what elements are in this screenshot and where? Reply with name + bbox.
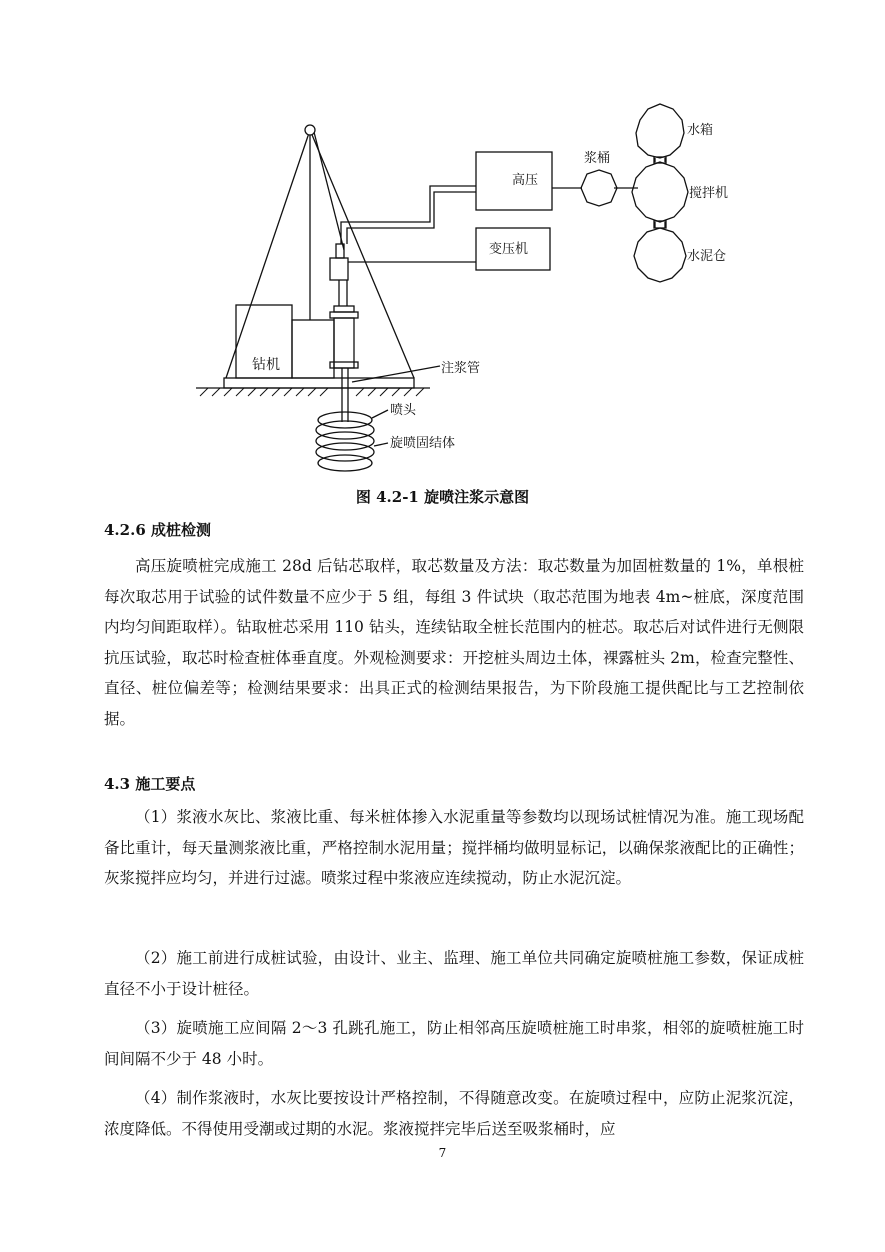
section-426-heading: 4.2.6 成桩检测 — [104, 521, 211, 539]
label-mixer: 搅拌机 — [689, 186, 729, 201]
mixer-shape — [632, 162, 688, 222]
label-water-tank: 水箱 — [687, 123, 714, 138]
grouting-diagram — [0, 0, 885, 490]
label-grout-pipe: 注浆管 — [441, 361, 481, 376]
ground-line — [196, 378, 430, 396]
label-cement-silo: 水泥仓 — [687, 249, 727, 264]
list-item: （2）施工前进行成桩试验，由设计、业主、监理、施工单位共同确定旋喷桩施工参数，保证成桩直径不小于设计桩径。 — [104, 949, 804, 998]
section-426-paragraph: 高压旋喷桩完成施工 28d 后钻芯取样，取芯数量及方法：取芯数量为加固桩数量的 1%，单根桩每次取芯用于试验的试件数量不应少于 5 组，每组 3 件试块（取芯范围为地表 4m~桩底，深度范围内均匀间距取样）。钻取桩芯采用 110 钻头，连续钻取全桩长范围内的桩芯。取芯后对试件进行无侧限抗压试验，取芯时检查桩体垂直度。外观检测要求：开挖桩头周边土体，裸露桩头 2m，检查完整性、直径、桩位偏差等；检测结果要求：出具正式的检测结果报告，为下阶段施工提供配比与工艺控制依据。 — [104, 557, 804, 728]
tank-connectors — [654, 157, 666, 228]
label-transformer: 变压机 — [489, 242, 529, 257]
figure-caption: 图 4.2-1 旋喷注浆示意图 — [355, 488, 530, 506]
drill-tower — [226, 125, 414, 378]
section-43-heading: 4.3 施工要点 — [104, 775, 196, 793]
label-jet-body: 旋喷固结体 — [390, 436, 456, 451]
label-drill-rig: 钻机 — [252, 357, 280, 373]
list-item: （4）制作浆液时，水灰比要按设计严格控制，不得随意改变。在旋喷过程中，应防止泥浆沉淀，浓度降低。不得使用受潮或过期的水泥。浆液搅拌完毕后送至吸浆桶时，应 — [104, 1089, 804, 1138]
water-tank-shape — [636, 104, 684, 158]
jet-grout-body — [316, 410, 388, 471]
slurry-bucket-shape — [581, 170, 617, 206]
list-item: （1）浆液水灰比、浆液比重、每米桩体掺入水泥重量等参数均以现场试桩情况为准。施工现场配备比重计，每天量测浆液比重，严格控制水泥用量；搅拌桶均做明显标记，以确保浆液配比的正确性；灰浆搅拌应均匀，并进行过滤。喷浆过程中浆液应连续搅动，防止水泥沉淀。 — [104, 808, 804, 887]
label-high-pressure: 高压 — [512, 173, 539, 188]
label-slurry-bucket: 浆桶 — [584, 151, 611, 166]
label-nozzle: 喷头 — [390, 403, 417, 418]
page-number: 7 — [438, 1146, 447, 1160]
list-item: （3）旋喷施工应间隔 2～3 孔跳孔施工，防止相邻高压旋喷桩施工时串浆，相邻的旋喷桩施工时间间隔不少于 48 小时。 — [104, 1019, 804, 1068]
cement-silo-shape — [634, 228, 686, 282]
